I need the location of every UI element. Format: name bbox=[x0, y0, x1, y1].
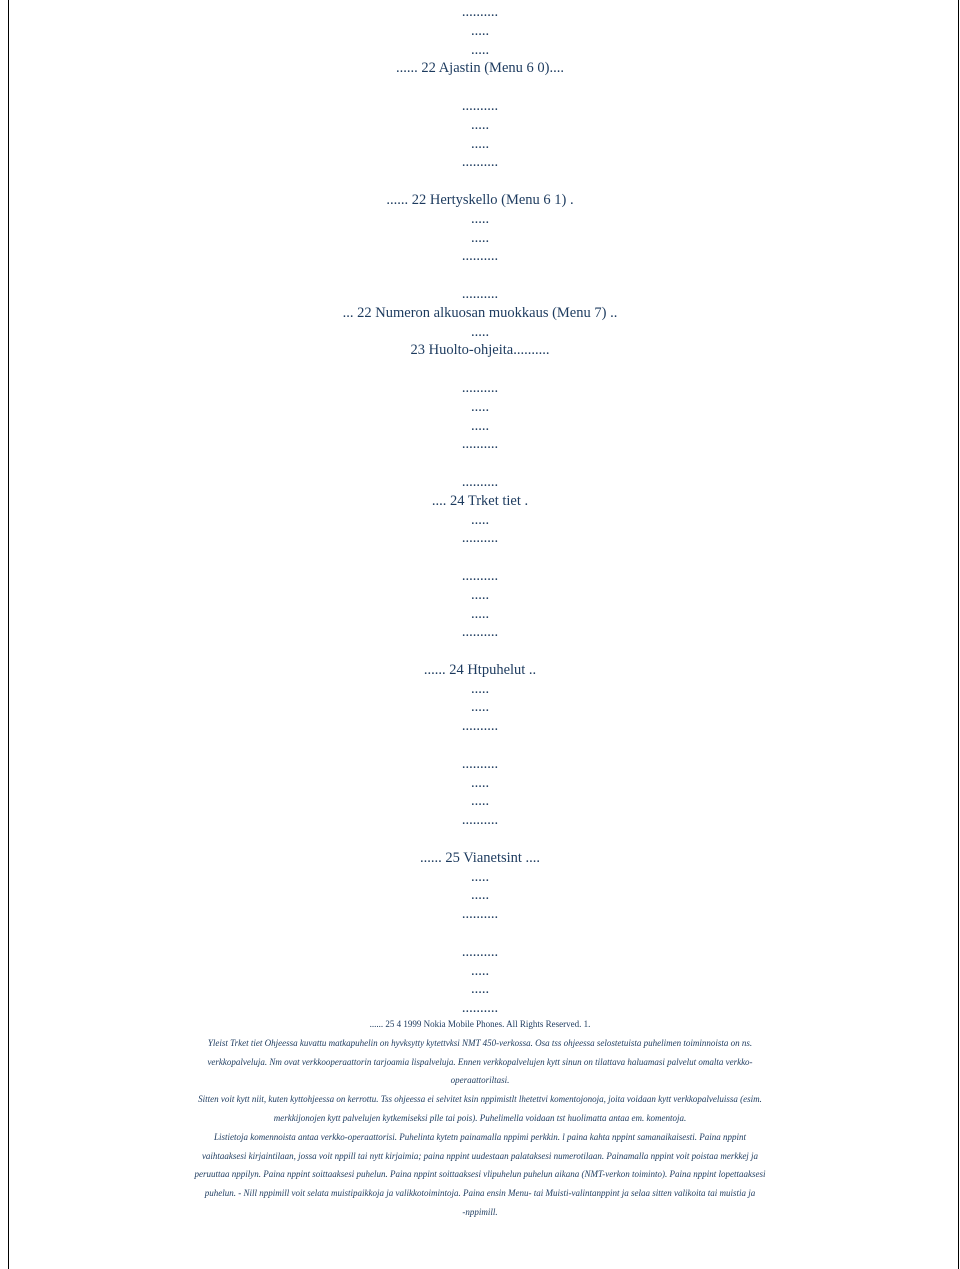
toc-line bbox=[0, 172, 960, 191]
body-text-line: Listietoja komennoista antaa verkko-operaattorisi. Puhelinta kytetn painamalla nppimi perkkin. l paina kahta nppint samanaikaisesti. Paina nppint bbox=[214, 1131, 746, 1142]
toc-line bbox=[0, 830, 960, 849]
toc-line: ..... bbox=[470, 699, 490, 716]
toc-line bbox=[0, 642, 960, 661]
body-text-line: -nppimill. bbox=[462, 1206, 498, 1217]
body-text-line: verkkopalveluja. Nm ovat verkkooperaattorin tarjoamia lispalveluja. Ennen verkkopalvelujen kytt sinun on tilattava haluamasi palvelut omalta verkko- bbox=[207, 1056, 753, 1067]
toc-line bbox=[0, 736, 960, 755]
toc-line: ..... bbox=[470, 793, 490, 810]
toc-line: ... 22 Numeron alkuosan muokkaus (Menu 7) .. bbox=[342, 304, 618, 321]
body-text-line: puhelun. - Nill nppimill voit selata muistipaikkoja ja valikkotoimintoja. Paina ensin Menu- tai Muisti-valintanppint ja selaa sitten valikoita tai muistia ja bbox=[204, 1188, 756, 1199]
toc-line: ..... bbox=[470, 981, 490, 998]
toc-line: ..... bbox=[470, 511, 490, 528]
toc-line: ...... 22 Ajastin (Menu 6 0).... bbox=[396, 60, 564, 77]
toc-line: ...... 22 Hertyskello (Menu 6 1) . bbox=[386, 191, 574, 208]
toc-line: .......... bbox=[461, 624, 499, 641]
toc-line bbox=[0, 924, 960, 943]
toc-line: ...... 24 Htpuhelut .. bbox=[423, 661, 537, 678]
toc-line: ..... bbox=[470, 887, 490, 904]
toc-line: ..... bbox=[470, 680, 490, 697]
body-text-line: ...... 25 4 1999 Nokia Mobile Phones. All Rights Reserved. 1. bbox=[369, 1019, 591, 1029]
toc-line: .......... bbox=[461, 154, 499, 171]
toc-line bbox=[0, 360, 960, 379]
toc-line: ..... bbox=[470, 962, 490, 979]
toc-line: .......... bbox=[461, 567, 499, 584]
body-text-line: peruuttaa nppilyn. Paina nppint soittaaksesi puhelun. Paina nppint soittaaksesi vlipuhelun puhelun aikana (NMT-verkon toiminto). Paina nppint lopettaaksesi bbox=[194, 1169, 766, 1180]
toc-line: ..... bbox=[470, 135, 490, 152]
toc-line: ..... bbox=[470, 605, 490, 622]
body-text-line: Yleist Trket tiet Ohjeessa kuvattu matkapuhelin on hyvksytty kytettvksi NMT 450-verkossa. Osa tss ohjeessa selostetuista puhelimen toiminnoista on ns. bbox=[207, 1037, 753, 1048]
toc-line: ..... bbox=[470, 774, 490, 791]
body-text-line: vaihtaaksesi kirjaintilaan, jossa voit nppill tai nytt kirjaimia; paina nppint uudestaan palataksesi numerotilaan. Painamalla nppint voit poistaa merkkej ja bbox=[201, 1150, 759, 1161]
body-text-line: merkkijonojen kytt palvelujen kytkemiseksi plle tai pois). Puhelimella voidaan tst huolimatta antaa em. komentoja. bbox=[273, 1112, 687, 1123]
toc-line bbox=[0, 454, 960, 473]
toc-line bbox=[0, 548, 960, 567]
toc-line: .......... bbox=[461, 4, 499, 20]
toc-line: ..... bbox=[470, 22, 490, 39]
toc-line: ..... bbox=[470, 210, 490, 227]
toc-line: .......... bbox=[461, 473, 499, 490]
toc-line: .......... bbox=[461, 379, 499, 396]
toc-line: 23 Huolto-ohjeita.......... bbox=[410, 342, 550, 359]
toc-line: .......... bbox=[461, 1000, 499, 1017]
toc-line: .......... bbox=[461, 436, 499, 453]
toc-line: .......... bbox=[461, 812, 499, 829]
document-body bbox=[0, 1015, 960, 1222]
toc-line: .......... bbox=[461, 718, 499, 735]
toc-line: ..... bbox=[470, 586, 490, 603]
toc-line: .......... bbox=[461, 906, 499, 923]
toc-line: .......... bbox=[461, 530, 499, 547]
toc-line: .......... bbox=[461, 285, 499, 302]
toc-line: .......... bbox=[461, 248, 499, 265]
toc-line: ..... bbox=[470, 868, 490, 885]
body-text-line: Sitten voit kytt niit, kuten kyttohjeessa on kerrottu. Tss ohjeessa ei selvitet ksin nppimistlt lhetettvi komentojonoja, joita voidaan kytt verkkopalveluissa (esim. bbox=[198, 1094, 762, 1105]
body-text-line: operaattoriltasi. bbox=[450, 1075, 510, 1086]
toc-line: ..... bbox=[470, 41, 490, 58]
toc-line: .......... bbox=[461, 755, 499, 772]
toc-line: ..... bbox=[470, 229, 490, 246]
toc-line: ..... bbox=[470, 116, 490, 133]
toc-line bbox=[0, 78, 960, 97]
toc-line: ..... bbox=[470, 398, 490, 415]
toc-line: ..... bbox=[470, 417, 490, 434]
toc-line: .......... bbox=[461, 97, 499, 114]
toc-line: ..... bbox=[470, 323, 490, 340]
table-of-contents bbox=[0, 3, 960, 1037]
toc-line: ...... 25 Vianetsint .... bbox=[419, 849, 541, 866]
toc-line: .... 24 Trket tiet . bbox=[431, 492, 529, 509]
toc-line: .......... bbox=[461, 943, 499, 960]
toc-line bbox=[0, 266, 960, 285]
